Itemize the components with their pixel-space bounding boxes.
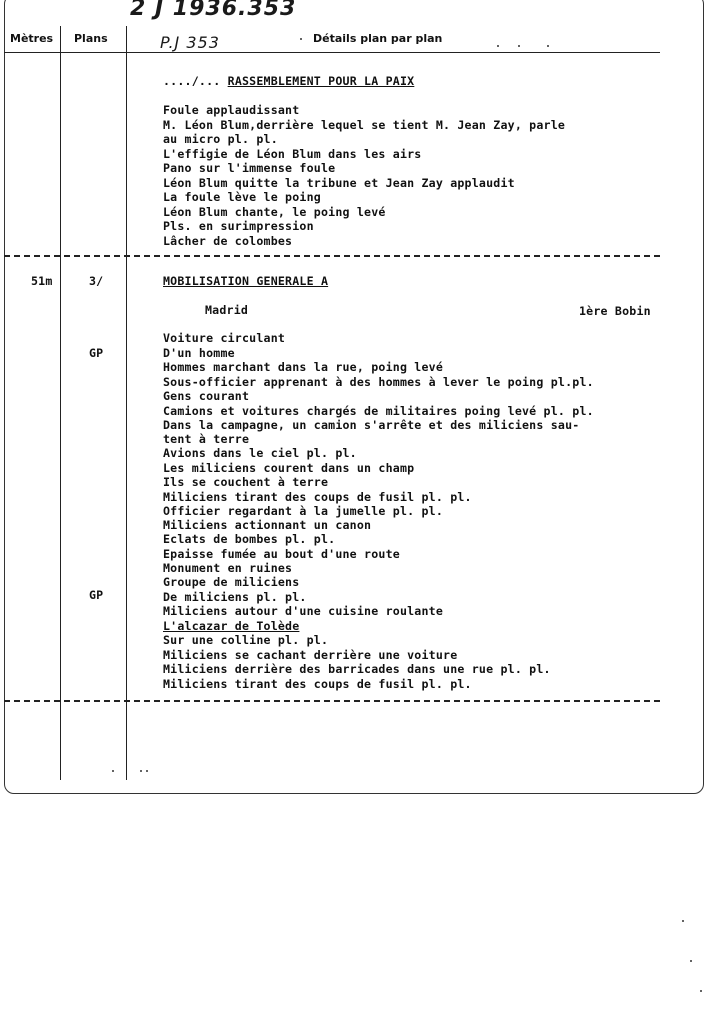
section2-line-23: Miliciens derrière des barricades dans une rue pl. pl.: [163, 662, 551, 676]
section2-line-17: Groupe de miliciens: [163, 575, 300, 589]
section2-line-5: Camions et voitures chargés de militaires poing levé pl. pl.: [163, 403, 594, 418]
section2-line-22: Miliciens se cachant derrière une voiture: [163, 647, 458, 662]
section2-plan-gp-2: GP: [89, 588, 104, 602]
section1-line-2: au micro pl. pl.: [163, 132, 278, 146]
section2-line-18: De miliciens pl. pl.: [163, 589, 307, 604]
scan-speck: [112, 770, 114, 772]
section2-line-19: Miliciens autour d'une cuisine roulante: [163, 604, 444, 618]
section2-line-2: Hommes marchant dans la rue, poing levé: [163, 360, 444, 374]
section2-line-21: Sur une colline pl. pl.: [163, 633, 329, 647]
section2-line-20: L'alcazar de Tolède: [163, 618, 300, 633]
section2-line-4: Gens courant: [163, 389, 250, 403]
section2-title: MOBILISATION GENERALE A: [163, 274, 329, 288]
section2-plan-gp-1: GP: [89, 346, 104, 360]
section2-plan: 3/: [89, 274, 104, 288]
section-divider-1: [4, 255, 660, 257]
section2-metres: 51m: [31, 274, 53, 288]
section1-title: RASSEMBLEMENT POUR LA PAIX: [227, 74, 415, 88]
section2-line-3: Sous-officier apprenant à des hommes à lever le poing pl.pl.: [163, 374, 594, 389]
scan-speck: [547, 45, 549, 47]
column-header-metres: Mètres: [10, 32, 54, 45]
section1-line-0: Foule applaudissant: [163, 103, 300, 117]
section2-reel: 1ère Bobin: [579, 304, 651, 318]
section2-line-11: Miliciens tirant des coups de fusil pl. pl.: [163, 489, 472, 504]
section2-line-9: Les miliciens courent dans un champ: [163, 460, 415, 475]
section-divider-2: [4, 700, 660, 702]
section2-place: Madrid: [205, 303, 249, 317]
section1-line-7: Léon Blum chante, le poing levé: [163, 204, 386, 219]
scan-speck: [700, 990, 702, 992]
section1-line-9: Lâcher de colombes: [163, 233, 293, 248]
section2-line-14: Eclats de bombes pl. pl.: [163, 532, 336, 546]
column-header-plans: Plans: [74, 32, 108, 45]
section2-line-6: Dans la campagne, un camion s'arrête et des miliciens sau-: [163, 418, 580, 432]
scan-speck: [140, 770, 142, 772]
section2-line-24: Miliciens tirant des coups de fusil pl. pl.: [163, 676, 472, 691]
handwritten-file-ref: P.J 353: [160, 33, 220, 52]
section1-line-6: La foule lève le poing: [163, 190, 321, 204]
section1-title-prefix: ..../...: [163, 74, 221, 88]
section2-line-10: Ils se couchent à terre: [163, 475, 329, 489]
section2-line-8: Avions dans le ciel pl. pl.: [163, 446, 357, 460]
scan-speck: [300, 38, 302, 40]
scan-speck: [690, 960, 692, 962]
column-rule-1: [60, 26, 61, 780]
scan-speck: [497, 45, 499, 47]
header-rule: [4, 52, 660, 53]
scan-speck: [682, 920, 684, 922]
column-header-details: Détails plan par plan: [313, 32, 443, 45]
section2-line-0: Voiture circulant: [163, 331, 286, 345]
section1-line-1: M. Léon Blum,derrière lequel se tient M. Jean Zay, parle: [163, 117, 566, 132]
section2-line-13: Miliciens actionnant un canon: [163, 518, 372, 532]
column-rule-2: [126, 26, 127, 780]
section2-line-15: Epaisse fumée au bout d'une route: [163, 546, 400, 561]
scan-speck: [518, 45, 520, 47]
section1-line-3: L'effigie de Léon Blum dans les airs: [163, 146, 422, 161]
section2-line-1: D'un homme: [163, 345, 235, 360]
section1-line-4: Pano sur l'immense foule: [163, 161, 336, 175]
scan-speck: [146, 770, 148, 772]
section2-line-16: Monument en ruines: [163, 561, 293, 575]
section2-line-12: Officier regardant à la jumelle pl. pl.: [163, 504, 444, 518]
section1-line-8: Pls. en surimpression: [163, 219, 314, 233]
handwritten-reference: 2 J 1936.353: [130, 0, 297, 21]
section1-line-5: Léon Blum quitte la tribune et Jean Zay applaudit: [163, 175, 515, 190]
section1-title-row: [163, 74, 414, 89]
section2-line-7: tent à terre: [163, 432, 250, 446]
